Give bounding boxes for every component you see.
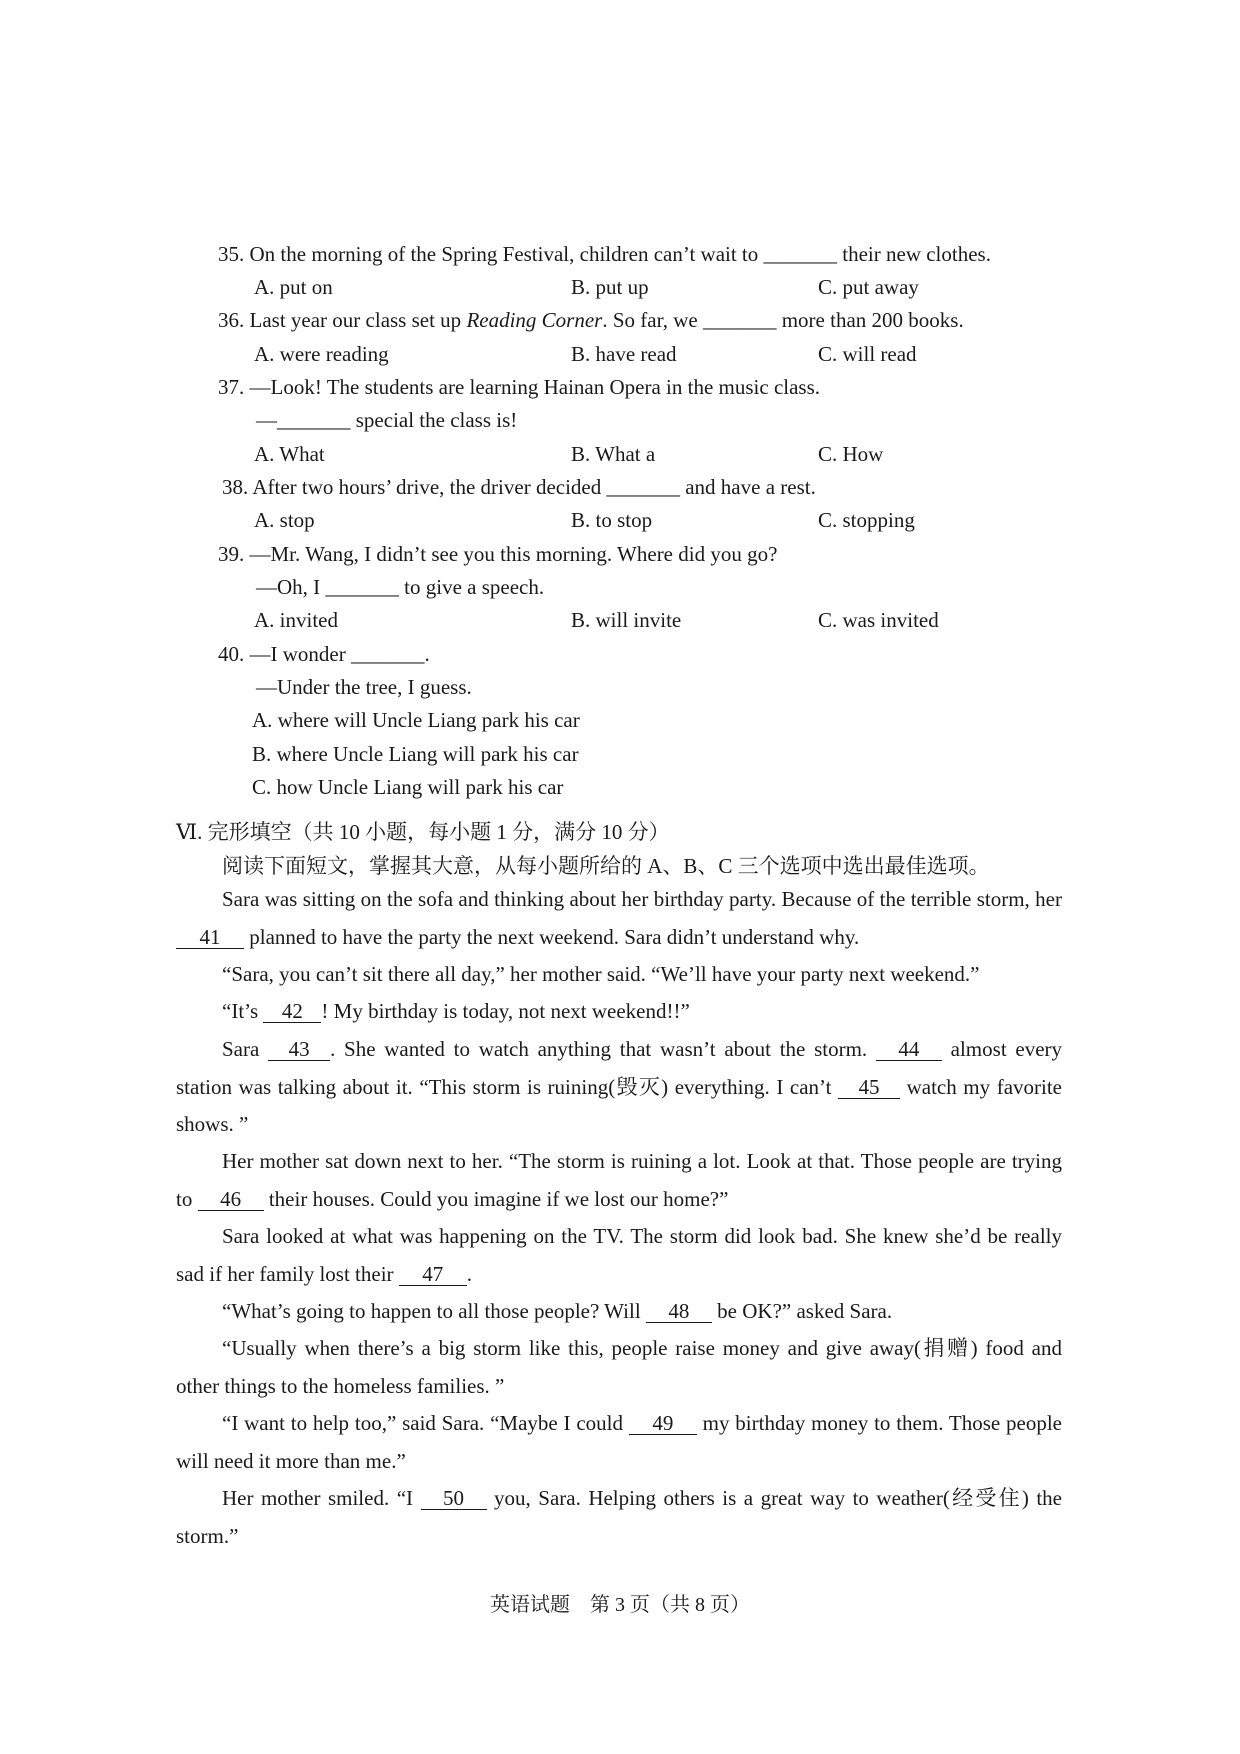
paragraph-text: ! My birthday is today, not next weekend!!”: [321, 999, 690, 1023]
paragraph-text: “Usually when there’s a big storm like this, people raise money and give away(捐赠) food and other things to the homeless families. ”: [176, 1336, 1062, 1398]
passage-paragraph-7: [176, 1293, 1062, 1331]
paragraph-text: “I want to help too,” said Sara. “Maybe I could: [222, 1411, 624, 1435]
question-36-option-b: B. have read: [571, 342, 677, 366]
paragraph-text: be OK?” asked Sara.: [717, 1299, 893, 1323]
question-38-option-a: A. stop: [254, 508, 315, 532]
paragraph-text: . She wanted to watch anything that wasn’t about the storm.: [330, 1037, 868, 1061]
blank-46: 46: [198, 1188, 264, 1211]
paragraph-text: Sara was sitting on the sofa and thinking about her birthday party. Because of the terrible storm, her: [222, 887, 1062, 911]
section-instruction: 阅读下面短文，掌握其大意，从每小题所给的 A、B、C 三个选项中选出最佳选项。: [222, 854, 990, 878]
paragraph-text: “Sara, you can’t sit there all day,” her mother said. “We’ll have your party next weekend.”: [222, 962, 980, 986]
passage-paragraph-10: [176, 1480, 1062, 1555]
passage-paragraph-8: [176, 1330, 1062, 1405]
question-39-stem: 39. —Mr. Wang, I didn’t see you this morning. Where did you go?: [218, 542, 778, 566]
paragraph-text: watch my favorite shows. ”: [176, 1074, 1062, 1136]
question-40-option-c: C. how Uncle Liang will park his car: [252, 775, 564, 799]
question-38-option-c: C. stopping: [818, 508, 915, 532]
question-40-stem: 40. —I wonder _______.: [218, 642, 430, 666]
blank-45: 45: [838, 1076, 900, 1099]
blank-44: 44: [876, 1038, 942, 1061]
question-36-stem: [218, 306, 964, 334]
question-35-stem: 35. On the morning of the Spring Festival, children can’t wait to _______ their new clothes.: [218, 242, 991, 266]
question-37-option-c: C. How: [818, 442, 884, 466]
blank-48: 48: [646, 1300, 712, 1323]
question-37-stem: 37. —Look! The students are learning Hainan Opera in the music class.: [218, 375, 821, 399]
question-36-stem-pre: 36. Last year our class set up: [218, 308, 467, 332]
question-36-option-a: A. were reading: [254, 342, 389, 366]
question-40-stem-line2: —Under the tree, I guess.: [256, 675, 472, 699]
question-36-stem-post: . So far, we _______ more than 200 books.: [602, 308, 964, 332]
blank-43: 43: [268, 1038, 330, 1061]
question-39-option-b: B. will invite: [571, 608, 682, 632]
question-37-option-a: A. What: [254, 442, 325, 466]
question-40-option-a: A. where will Uncle Liang park his car: [252, 708, 580, 732]
question-35-option-c: C. put away: [818, 275, 919, 299]
question-39-option-a: A. invited: [254, 608, 338, 632]
paragraph-text: planned to have the party the next weekend. Sara didn’t understand why.: [249, 924, 860, 949]
question-37-option-b: B. What a: [571, 442, 656, 466]
blank-41: 41: [176, 926, 244, 949]
paragraph-text: “It’s: [222, 999, 259, 1023]
paragraph-text: their houses. Could you imagine if we lost our home?”: [268, 1186, 729, 1211]
paragraph-text: Her mother sat down next to her. “The storm is ruining a lot. Look at that. Those people are trying to: [176, 1149, 1062, 1211]
question-35-option-a: A. put on: [254, 275, 333, 299]
passage-paragraph-2: [176, 956, 1062, 994]
paragraph-text: Sara: [222, 1037, 260, 1061]
question-40-option-b: B. where Uncle Liang will park his car: [252, 742, 579, 766]
paragraph-text: Her mother smiled. “I: [222, 1486, 414, 1510]
question-37-stem-line2: —_______ special the class is!: [256, 408, 518, 432]
passage-paragraph-6: [176, 1218, 1062, 1293]
paragraph-text: “What’s going to happen to all those people? Will: [222, 1299, 641, 1323]
question-38-stem: 38. After two hours’ drive, the driver decided _______ and have a rest.: [222, 475, 816, 499]
question-39-option-c: C. was invited: [818, 608, 939, 632]
blank-49: 49: [629, 1412, 697, 1435]
paragraph-text: my birthday money to them. Those people will need it more than me.”: [176, 1411, 1062, 1473]
blank-42: 42: [263, 1000, 321, 1023]
passage-paragraph-1: [176, 881, 1062, 956]
question-36-option-c: C. will read: [818, 342, 917, 366]
question-39-stem-line2: —Oh, I _______ to give a speech.: [256, 575, 545, 599]
paragraph-text: .: [466, 1261, 473, 1286]
page-footer: 英语试题 第 3 页（共 8 页）: [490, 1594, 750, 1616]
section-heading: Ⅵ. 完形填空（共 10 小题，每小题 1 分，满分 10 分）: [176, 820, 670, 844]
passage-paragraph-4: [176, 1031, 1062, 1144]
passage-paragraph-3: [176, 993, 1062, 1031]
paragraph-text: you, Sara. Helping others is a great way to weather(经受住) the storm.”: [176, 1486, 1062, 1548]
passage-paragraph-5: [176, 1143, 1062, 1218]
question-35-option-b: B. put up: [571, 275, 649, 299]
paragraph-text: almost every station was talking about it. “This storm is ruining(毁灭) everything. I can’t: [176, 1037, 1063, 1099]
passage-paragraph-9: [176, 1405, 1062, 1480]
paragraph-text: Sara looked at what was happening on the TV. The storm did look bad. She knew she’d be really sad if her family lost their: [176, 1224, 1062, 1286]
blank-50: 50: [421, 1487, 487, 1510]
question-36-stem-title: Reading Corner: [466, 308, 603, 332]
question-38-option-b: B. to stop: [571, 508, 653, 532]
blank-47: 47: [399, 1263, 467, 1286]
